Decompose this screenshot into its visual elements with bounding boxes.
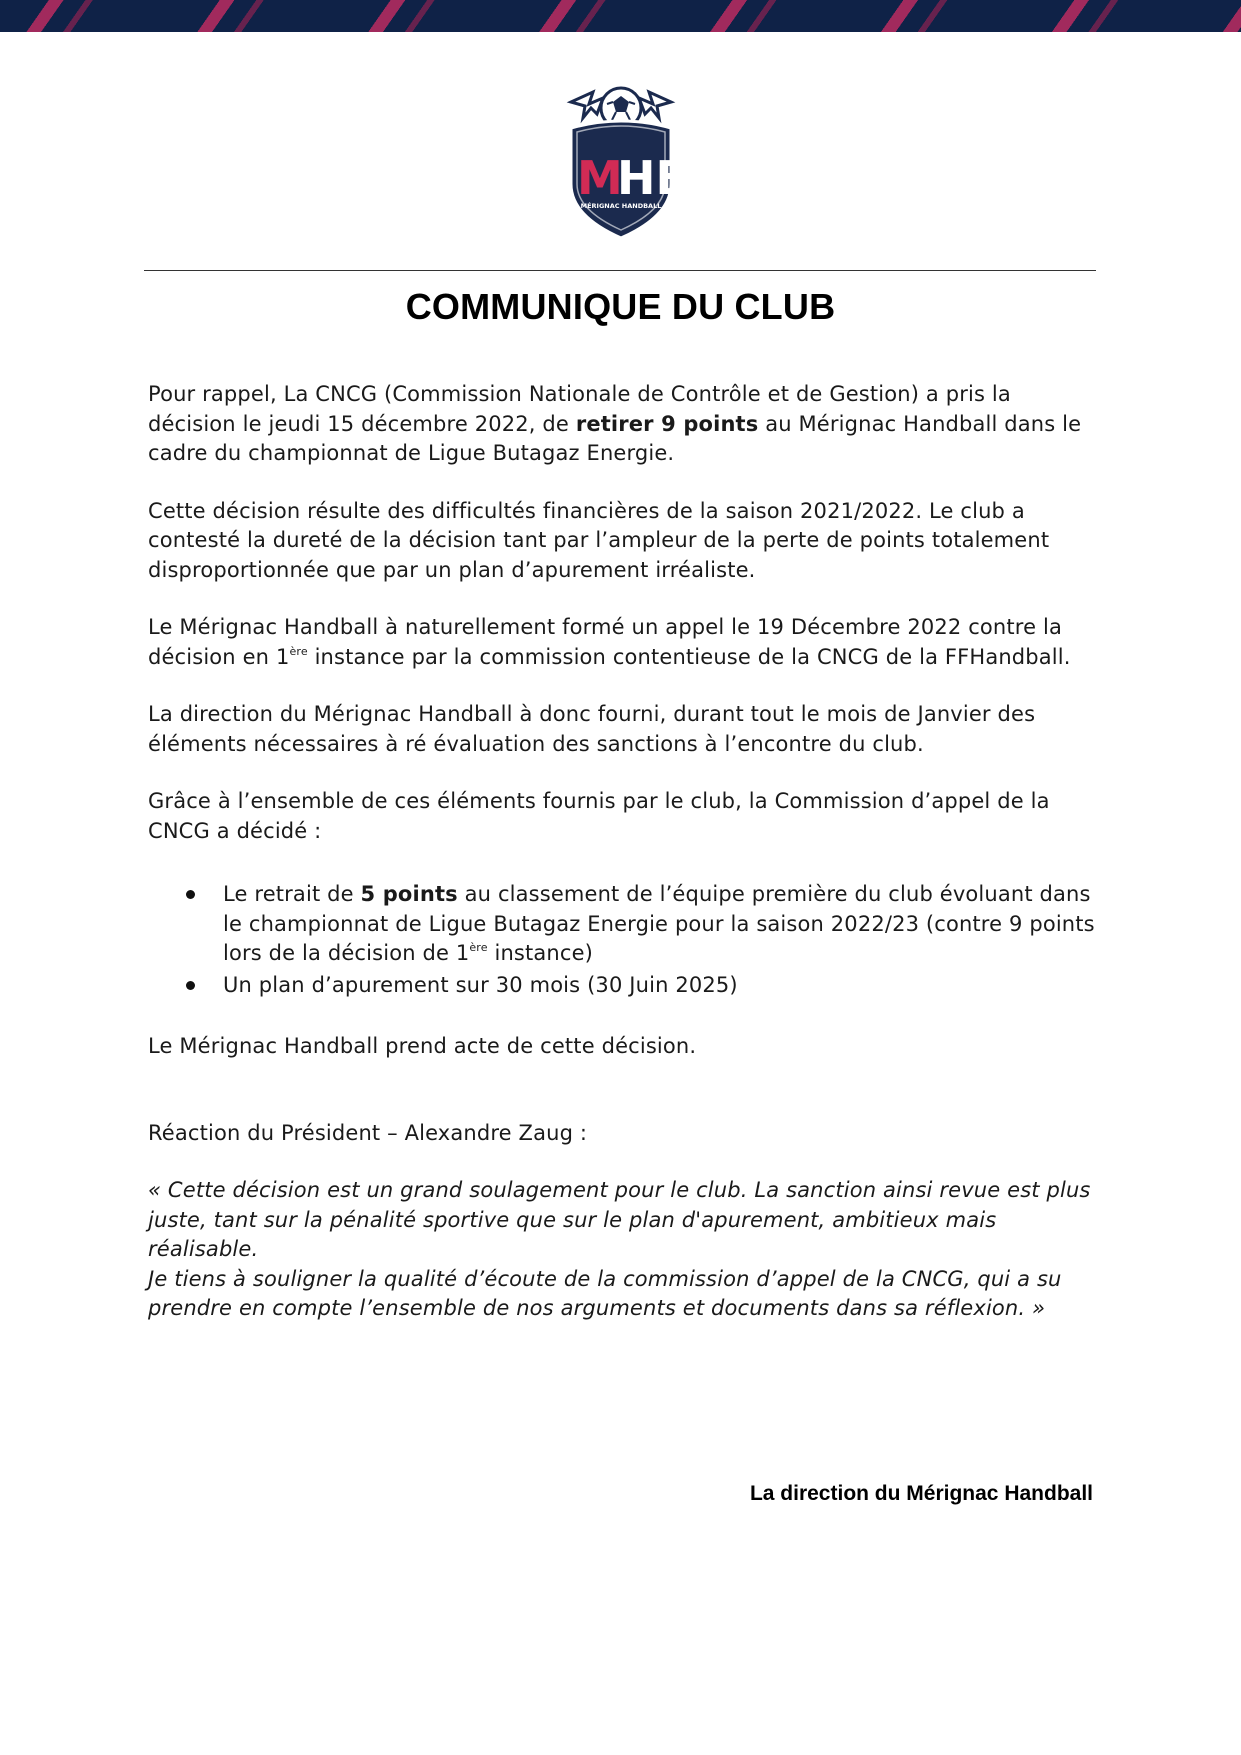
top-banner	[0, 0, 1241, 32]
paragraph-documents-provided: La direction du Mérignac Handball à donc fourni, durant tout le mois de Janvier des éléments nécessaires à ré évaluation des sanctions à l’encontre du club.	[148, 702, 1036, 756]
bullet-icon	[186, 890, 195, 899]
lightning-right-icon	[639, 92, 671, 118]
paragraph-cncg-decision: Pour rappel, La CNCG (Commission Nationale de Contrôle et de Gestion) a pris la décision le jeudi 15 décembre 2022, de retirer 9 points au Mérignac Handball dans le cadre du championnat de Ligue Butagaz Energie.	[148, 382, 1082, 465]
svg-text:M: M	[577, 151, 623, 205]
paragraph-financial-difficulties: Cette décision résulte des difficultés financières de la saison 2021/2022. Le club a contesté la dureté de la décision tant par l’ampleur de la perte de points totalement disproportionnée que par un plan d’apurement irréaliste.	[148, 498, 1050, 582]
list-item: Le retrait de 5 points au classement de l’équipe première du club évoluant dans le championnat de Ligue Butagaz Energie pour la saison 2022/23 (contre 9 points lors de la décision de 1ère instance)	[148, 880, 1098, 969]
paragraph-commission-decision: Grâce à l’ensemble de ces éléments fournis par le club, la Commission d’appel de la CNCG a décidé :	[148, 789, 1050, 843]
bullet-icon	[186, 981, 195, 990]
decision-list	[148, 880, 1098, 1000]
club-logo	[563, 84, 691, 240]
svg-text:MÉRIGNAC HANDBALL: MÉRIGNAC HANDBALL	[580, 202, 662, 210]
paragraph-acknowledgement: Le Mérignac Handball prend acte de cette décision.	[148, 1034, 697, 1058]
president-quote	[148, 1176, 1098, 1324]
reaction-heading: Réaction du Président – Alexandre Zaug :	[148, 1120, 588, 1145]
paragraph-appeal: Le Mérignac Handball à naturellement formé un appel le 19 Décembre 2022 contre la décision en 1ère instance par la commission contentieuse de la CNCG de la FFHandball.	[148, 615, 1071, 669]
quote-line: « Cette décision est un grand soulagement pour le club. La sanction ainsi revue est plus juste, tant sur la pénalité sportive que sur le plan d'apurement, ambitieux mais réalisable.	[148, 1178, 1091, 1261]
quote-line: Je tiens à souligner la qualité d’écoute de la commission d’appel de la CNCG, qui a su prendre en compte l’ensemble de nos arguments et documents dans sa réflexion. »	[148, 1266, 1062, 1320]
document-body	[148, 380, 1098, 1352]
signature: La direction du Mérignac Handball	[749, 1482, 1093, 1505]
lightning-left-icon	[571, 92, 603, 118]
page-title: COMMUNIQUE DU CLUB	[405, 286, 836, 327]
header-divider	[144, 270, 1096, 271]
svg-text:HB: HB	[617, 151, 691, 205]
list-item: Un plan d’apurement sur 30 mois (30 Juin 2025)	[148, 971, 1098, 1001]
